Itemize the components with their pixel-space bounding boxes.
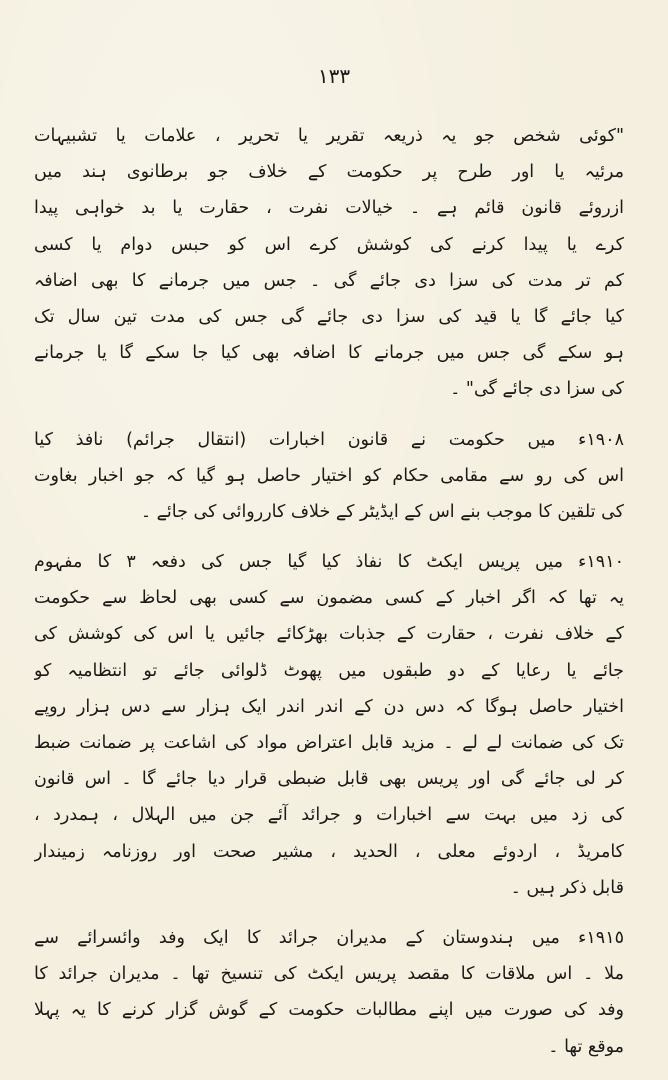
text-line: "کوئی شخص جو یہ ذریعہ تقریر یا تحریر ، علامات یا تشبیہات (34, 126, 624, 146)
text-line: اختیار حاصل ہوگا کہ دس دن کے اندر اندر ایک ہزار سے دس ہزار روپے (34, 696, 624, 717)
text-line: ١٩٠٨ء میں حکومت نے قانون اخبارات (انتقال جرائم) نافذ کیا (34, 429, 624, 450)
text-line: ملا ۔ اس ملاقات کا مقصد پریس ایکٹ کی تنسیخ تھا ۔ مدیران جرائد کا (34, 964, 624, 985)
text-line: جائے یا رعایا کے دو طبقوں میں پھوٹ ڈلوائی جائے تو انتظامیہ کو (34, 660, 624, 681)
text-line: کی سزا دی جائے گی" ۔ (450, 379, 624, 400)
text-line: کامریڈ ، اردوئے معلی ، الحدید ، مشیر صحت اور روزنامہ زمیندار (34, 841, 624, 862)
text-line: قابل ذکر ہیں ۔ (510, 877, 624, 898)
text-line: ١٩١٥ء میں ہندوستان کے مدیران جرائد کا ایک وفد وائسرائے سے (34, 927, 624, 948)
text-line: اس کی رو سے مقامی حکام کو اختیار حاصل ہو گیا کہ جو اخبار بغاوت (34, 465, 624, 486)
text-line: موقع تھا ۔ (548, 1036, 624, 1057)
page-number: ١٣٣ (317, 64, 351, 88)
text-line: کیا جائے گا یا قید کی سزا دی جائے گی جس کی مدت تین سال تک (34, 306, 624, 327)
text-line: ١٩١٠ء میں پریس ایکٹ کا نفاذ کیا گیا جس کی دفعہ ٣ کا مفہوم (34, 552, 624, 573)
paragraph-quotation (34, 118, 624, 408)
page-body (34, 118, 624, 1079)
text-line: یہ تھا کہ اگر اخبار کے کسی مضمون سے کسی بھی لحاظ سے حکومت (34, 588, 624, 609)
text-line: ازروئے قانون قائم ہے ۔ خیالات نفرت ، حقارت یا بد خواہی پیدا (34, 198, 624, 219)
text-line: کر لی جائے گی اور پریس بھی قابل ضبطی قرار دیا جائے گا ۔ اس قانون (34, 769, 624, 790)
text-line: تک کی ضمانت لے لے ۔ مزید قابل اعتراض مواد کی اشاعت پر ضمانت ضبط (34, 733, 624, 753)
text-line: مرئیہ یا اور طرح پر حکومت کے خلاف جو برطانوی ہند میں (34, 162, 624, 183)
text-line: ہو سکے گی جس میں جرمانے کا اضافہ بھی کیا جا سکے گا یا جرمانے (34, 343, 624, 364)
text-line: کرے یا پیدا کرنے کی کوشش کرے اس کو حبس دوام یا کسی (34, 234, 624, 255)
text-line: کم تر مدت کی سزا دی جائے گی ۔ جس میں جرمانے کا بھی اضافہ (34, 270, 624, 291)
text-line: کی تلقین کا موجب بنے اس کے ایڈیٹر کے خلاف کارروائی کی جائے ۔ (140, 501, 624, 522)
text-line: کی زد میں بہت سے اخبارات و جرائد آئے جن میں الہلال ، ہمدرد ، (34, 805, 624, 826)
paragraph-1915 (34, 920, 624, 1065)
paragraph-1910 (34, 544, 624, 906)
text-line: کے خلاف نفرت ، حقارت کے جذبات بھڑکائے جائیں یا اس کی کوشش کی (34, 624, 624, 645)
paragraph-1908 (34, 422, 624, 531)
text-line: وفد کی صورت میں اپنے مطالبات حکومت کے گوش گزار کرنے کا یہ پہلا (34, 1000, 624, 1021)
